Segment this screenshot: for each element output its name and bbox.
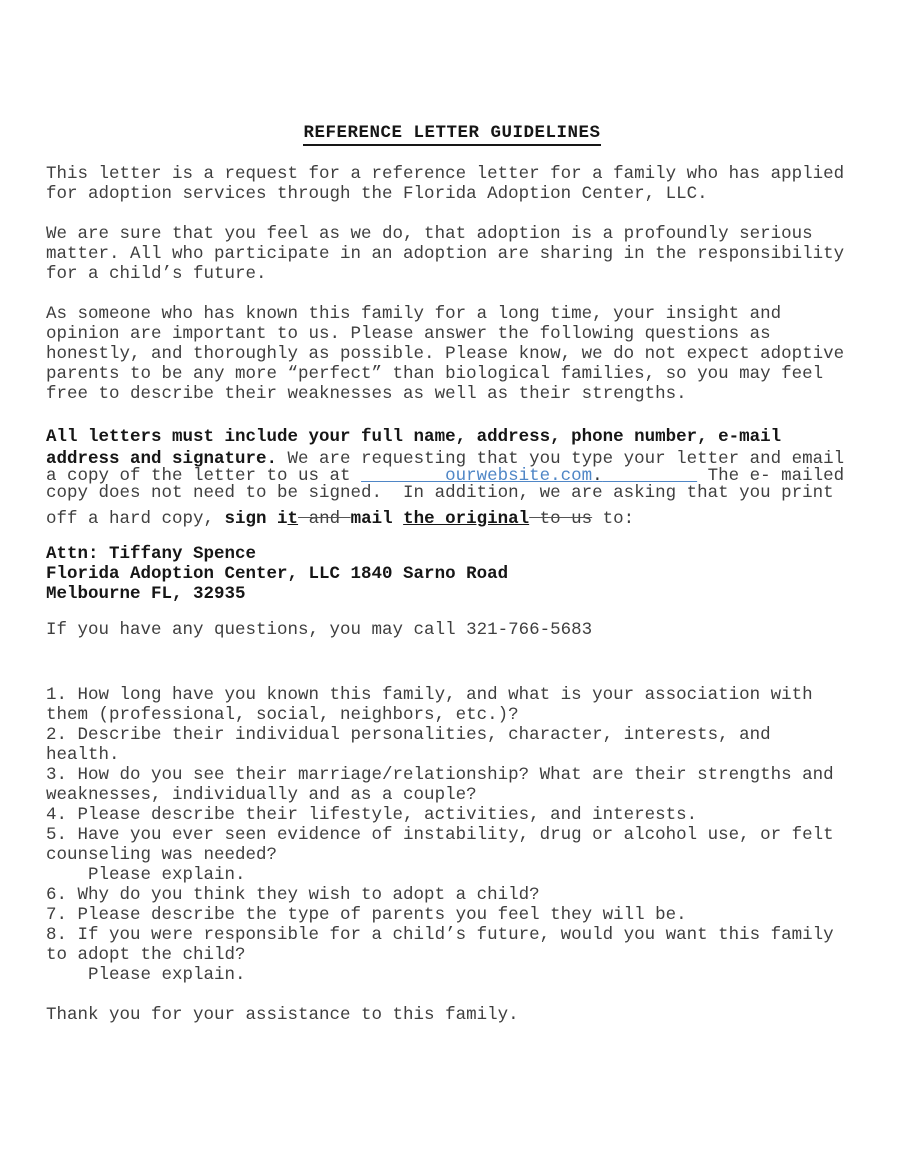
text-segment: All letters must include your full name, address, phone number, e-mail (46, 427, 782, 447)
text-segment: the original (403, 509, 530, 529)
text-segment: address and signature. (46, 449, 278, 469)
paragraph-request-intro (46, 164, 858, 204)
text-line (46, 483, 858, 503)
deleted-text: and (298, 509, 351, 529)
text-segment: copy does not need to be signed. In addition, we are asking that you print (46, 483, 834, 503)
mailing-address-block (46, 544, 858, 604)
paragraph-letter-instructions (46, 427, 858, 529)
text-line: honestly, and thoroughly as possible. Please know, we do not expect adoptive (46, 344, 845, 364)
text-line: free to describe their weaknesses as well as their strengths. (46, 384, 687, 404)
paragraph-serious-matter (46, 224, 858, 284)
text-line: matter. All who participate in an adoption are sharing in the responsibility (46, 244, 845, 264)
text-line (46, 466, 858, 486)
text-line: 5. Have you ever seen evidence of instability, drug or alcohol use, or felt (46, 825, 834, 845)
text-line: 1. How long have you known this family, and what is your association with (46, 685, 813, 705)
text-line: for a child’s future. (46, 264, 267, 284)
text-line: weaknesses, individually and as a couple? (46, 785, 477, 805)
text-line: This letter is a request for a reference letter for a family who has applied (46, 164, 845, 184)
text-line: parents to be any more “perfect” than biological families, so you may feel (46, 364, 824, 384)
text-segment (393, 509, 404, 529)
text-segment: . (592, 466, 603, 486)
text-line: counseling was needed? (46, 845, 278, 865)
document-title (46, 122, 858, 144)
text-line: 3. How do you see their marriage/relationship? What are their strengths and (46, 765, 834, 785)
text-line: Attn: Tiffany Spence (46, 544, 257, 564)
text-line (46, 427, 858, 449)
text-segment: off a hard copy, (46, 509, 225, 529)
text-segment: The e- mailed (697, 466, 845, 486)
text-line: Melbourne FL, 32935 (46, 584, 246, 604)
document-content (46, 122, 858, 1025)
text-line (46, 449, 858, 469)
text-segment: t (287, 509, 299, 529)
text-line: 7. Please describe the type of parents you feel they will be. (46, 905, 687, 925)
text-line: 6. Why do you think they wish to adopt a child? (46, 885, 540, 905)
website-link[interactable]: ourwebsite.com (445, 466, 593, 486)
text-line: We are sure that you feel as we do, that adoption is a profoundly serious (46, 224, 813, 244)
text-segment: to: (592, 509, 635, 529)
text-line: Thank you for your assistance to this family. (46, 1005, 519, 1025)
text-segment: mail (350, 509, 393, 529)
text-line: health. (46, 745, 120, 765)
closing-line (46, 1005, 858, 1025)
paragraph-insight (46, 304, 858, 404)
text-line: 4. Please describe their lifestyle, activities, and interests. (46, 805, 698, 825)
text-line: If you have any questions, you may call 321-766-5683 (46, 620, 593, 640)
text-line: Florida Adoption Center, LLC 1840 Sarno Road (46, 564, 509, 584)
phone-contact-line (46, 620, 858, 640)
text-line: 2. Describe their individual personalities, character, interests, and (46, 725, 771, 745)
deleted-text: to us (529, 509, 593, 529)
text-line: them (professional, social, neighbors, etc.)? (46, 705, 519, 725)
text-line: Please explain. (46, 865, 246, 885)
reference-questions-list (46, 685, 858, 985)
text-segment: We are requesting that you type your letter and email (277, 449, 845, 469)
text-line (46, 509, 858, 529)
text-line: As someone who has known this family for a long time, your insight and (46, 304, 782, 324)
text-line: for adoption services through the Florida Adoption Center, LLC. (46, 184, 708, 204)
text-line: to adopt the child? (46, 945, 246, 965)
text-segment: sign i (224, 509, 288, 529)
text-line: opinion are important to us. Please answer the following questions as (46, 324, 771, 344)
text-line: 8. If you were responsible for a child’s future, would you want this family (46, 925, 834, 945)
document-title-text: REFERENCE LETTER GUIDELINES (303, 123, 600, 146)
text-segment: a copy of the letter to us at (46, 466, 362, 486)
text-line: Please explain. (46, 965, 246, 985)
